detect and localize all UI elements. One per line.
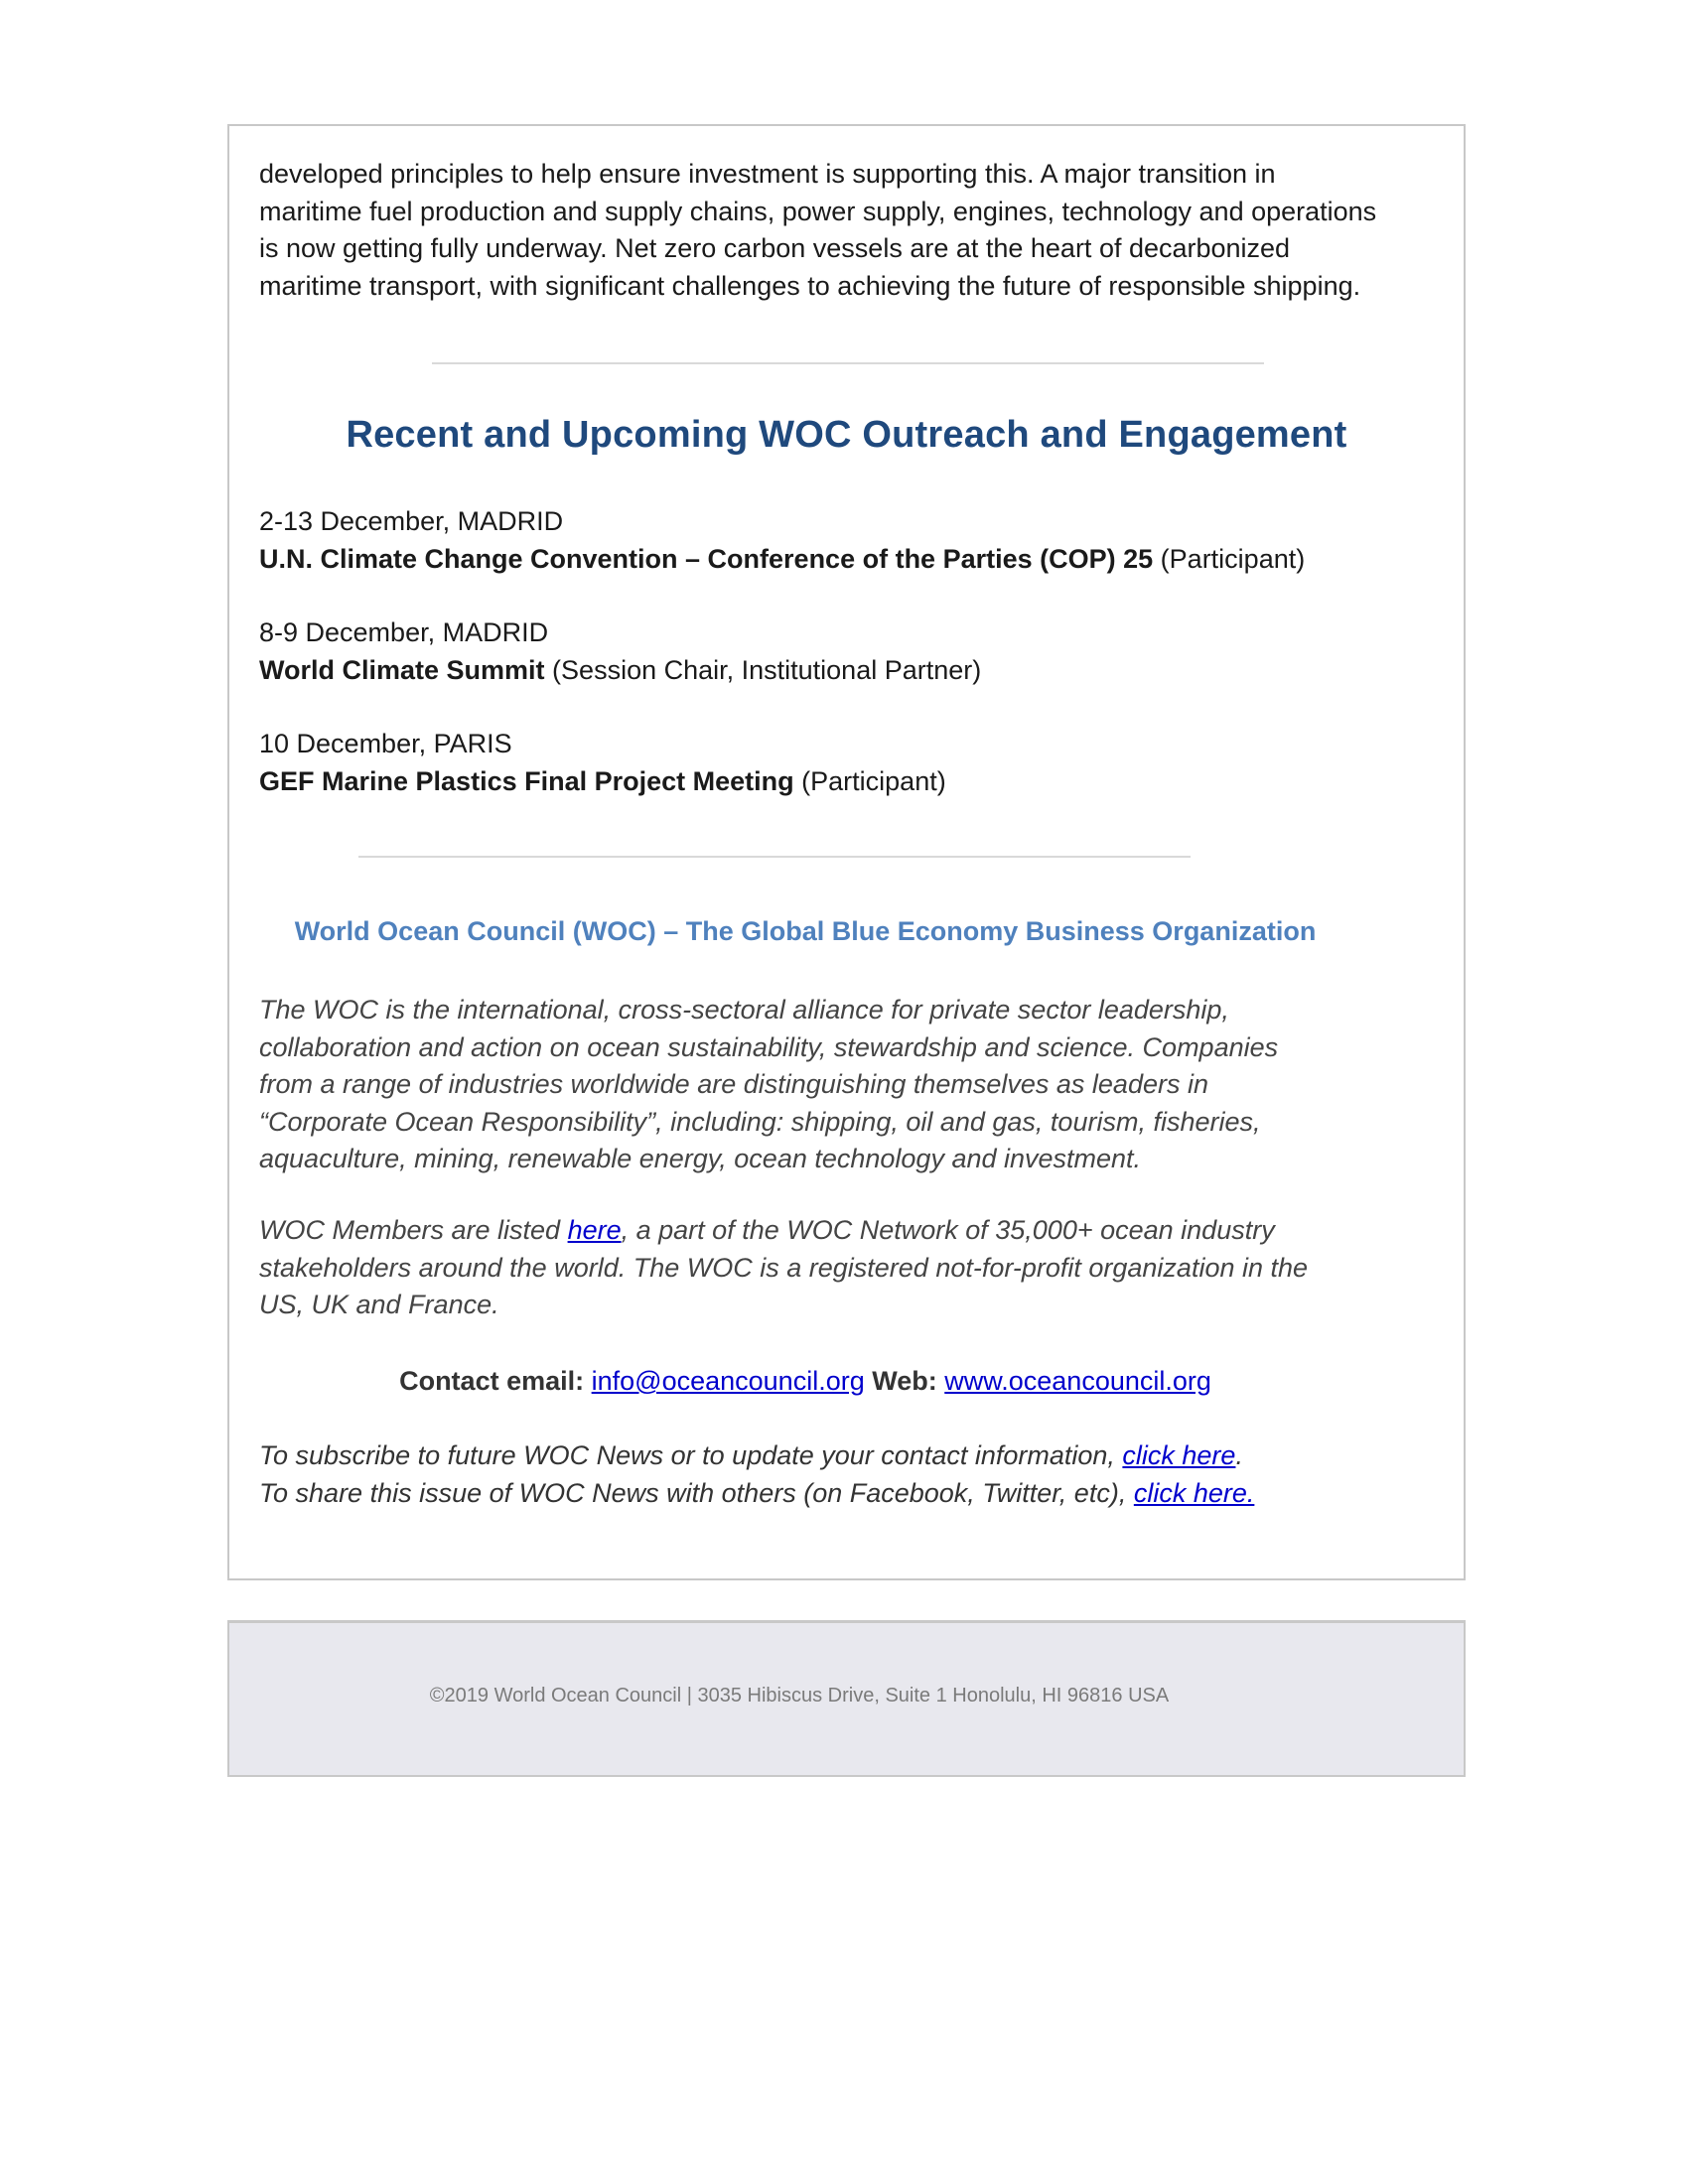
intro-line: maritime fuel production and supply chains, power supply, engines, technology and operations bbox=[259, 196, 1377, 226]
event-title-line bbox=[259, 763, 1451, 801]
subscribe-link[interactable]: click here bbox=[1122, 1440, 1236, 1470]
event-name: GEF Marine Plastics Final Project Meeting bbox=[259, 765, 794, 796]
about-line: from a range of industries worldwide are distinguishing themselves as leaders in bbox=[259, 1069, 1208, 1099]
subscribe-text: To subscribe to future WOC News or to update your contact information, bbox=[259, 1440, 1123, 1470]
subscribe-period: . bbox=[1235, 1440, 1243, 1470]
subscribe-block bbox=[259, 1437, 1451, 1512]
event-date: 8-9 December, MADRID bbox=[259, 617, 549, 647]
footer-address: ©2019 World Ocean Council | 3035 Hibiscus Drive, Suite 1 Honolulu, HI 96816 USA bbox=[429, 1685, 1170, 1706]
members-link[interactable]: here bbox=[567, 1215, 622, 1245]
event-date: 2-13 December, MADRID bbox=[259, 506, 564, 536]
footer bbox=[227, 1620, 1466, 1777]
intro-line: developed principles to help ensure investment is supporting this. A major transition in bbox=[259, 159, 1276, 189]
share-text: To share this issue of WOC News with others (on Facebook, Twitter, etc), bbox=[259, 1477, 1134, 1508]
contact-email-label: Contact email: bbox=[399, 1366, 585, 1396]
contact-line bbox=[229, 1363, 1381, 1401]
event-item bbox=[259, 503, 1451, 578]
intro-line: is now getting fully underway. Net zero carbon vessels are at the heart of decarbonized bbox=[259, 233, 1291, 263]
event-date: 10 December, PARIS bbox=[259, 729, 512, 758]
event-item bbox=[259, 726, 1451, 800]
web-label: Web: bbox=[872, 1366, 937, 1396]
newsletter-content-box bbox=[227, 124, 1466, 1580]
event-role: (Participant) bbox=[793, 765, 946, 796]
event-role: (Session Chair, Institutional Partner) bbox=[544, 654, 982, 685]
subscribe-line bbox=[259, 1437, 1451, 1475]
outreach-heading: Recent and Upcoming WOC Outreach and Engagement bbox=[346, 414, 1347, 456]
about-line: collaboration and action on ocean sustainability, stewardship and science. Companies bbox=[259, 1031, 1279, 1062]
event-title-line bbox=[259, 652, 1451, 690]
event-name: U.N. Climate Change Convention – Conference of the Parties (COP) 25 bbox=[259, 543, 1154, 574]
members-text: WOC Members are listed bbox=[259, 1215, 568, 1245]
share-link[interactable]: click here. bbox=[1133, 1477, 1255, 1508]
event-item bbox=[259, 614, 1451, 689]
about-paragraph bbox=[259, 992, 1401, 1178]
members-text: stakeholders around the world. The WOC is a registered not-for-profit organization in the bbox=[259, 1252, 1309, 1283]
about-line: “Corporate Ocean Responsibility”, including: shipping, oil and gas, tourism, fisheries, bbox=[259, 1106, 1261, 1137]
website-link[interactable]: www.oceancouncil.org bbox=[944, 1366, 1211, 1396]
intro-paragraph bbox=[259, 156, 1451, 305]
event-title-line bbox=[259, 541, 1451, 579]
share-line bbox=[259, 1475, 1451, 1513]
contact-email-link[interactable]: info@oceancouncil.org bbox=[591, 1366, 865, 1396]
event-name: World Climate Summit bbox=[259, 654, 545, 685]
section-divider bbox=[358, 856, 1191, 858]
about-line: aquaculture, mining, renewable energy, ocean technology and investment. bbox=[259, 1144, 1142, 1173]
members-text: , a part of the WOC Network of 35,000+ ocean industry bbox=[621, 1215, 1275, 1245]
event-role: (Participant) bbox=[1153, 543, 1306, 574]
about-line: The WOC is the international, cross-sectoral alliance for private sector leadership, bbox=[259, 995, 1229, 1024]
members-text: US, UK and France. bbox=[259, 1290, 499, 1319]
organization-heading: World Ocean Council (WOC) – The Global Blue Economy Business Organization bbox=[294, 916, 1317, 946]
members-paragraph bbox=[259, 1212, 1401, 1324]
intro-line: maritime transport, with significant challenges to achieving the future of responsible shipping. bbox=[259, 270, 1361, 301]
section-divider bbox=[432, 362, 1264, 364]
